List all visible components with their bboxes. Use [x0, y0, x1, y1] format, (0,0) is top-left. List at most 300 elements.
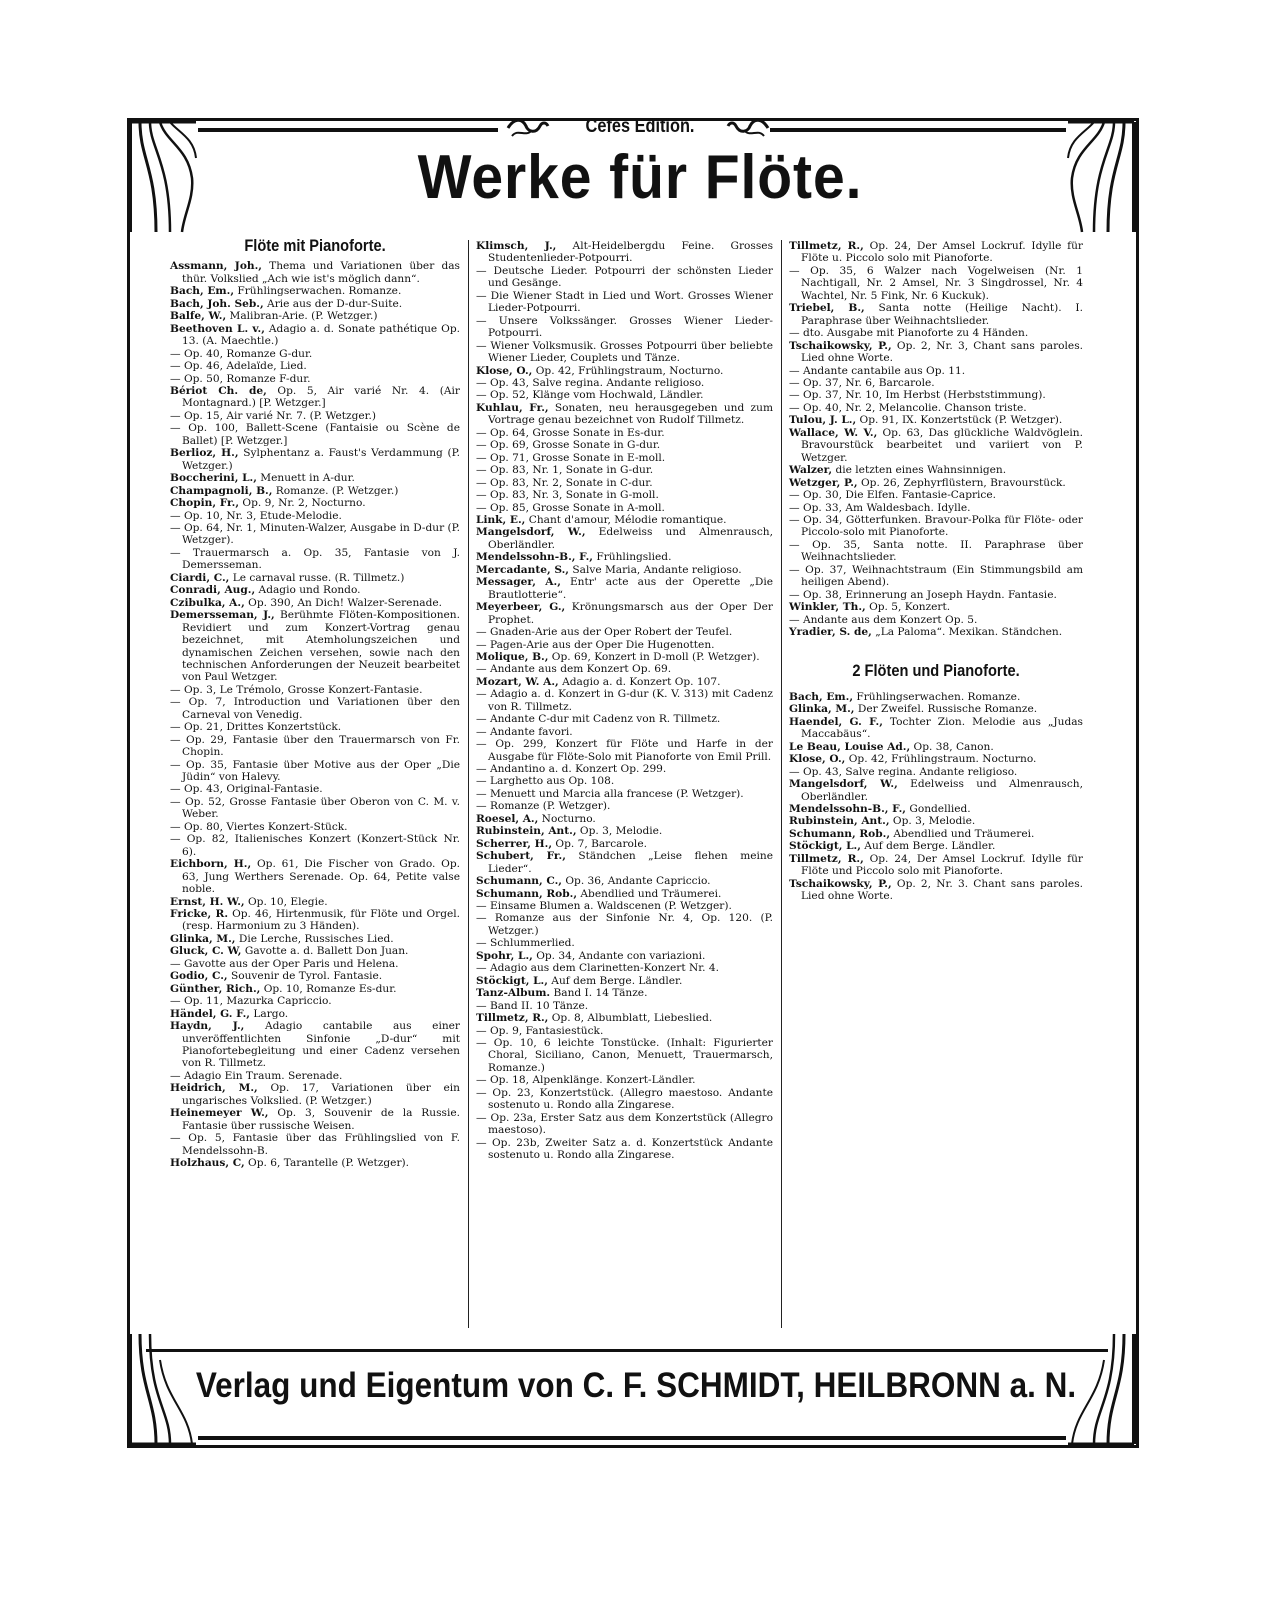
catalog-entry: [170, 410, 460, 422]
work-title: — dto. Ausgabe mit Pianoforte zu 4 Händen.: [789, 327, 1029, 340]
catalog-entry: [476, 389, 773, 401]
corner-ornament-top-right-icon: [1066, 118, 1138, 236]
catalog-entry: [789, 265, 1083, 302]
work-title: — Menuett und Marcia alla francese (P. Wetzger).: [476, 787, 744, 800]
catalog-entry: [476, 551, 773, 563]
work-title: Romanze. (P. Wetzger.): [272, 484, 399, 497]
work-title: Op. 3, Melodie.: [889, 815, 976, 828]
work-title: Op. 24, Der Amsel Lockruf. Idylle für Flöte u. Piccolo solo mit Pianoforte.: [801, 240, 1083, 265]
catalog-entry: [789, 741, 1083, 753]
composer-name: Ciardi, C.,: [170, 571, 230, 584]
work-title: „La Paloma“. Mexikan. Ständchen.: [871, 626, 1063, 639]
work-title: Gavotte a. d. Ballett Don Juan.: [241, 945, 409, 958]
work-title: — Einsame Blumen a. Waldscenen (P. Wetzger).: [476, 900, 732, 913]
page-title: Werke für Flöte.: [417, 143, 863, 212]
work-title: — Op. 71, Grosse Sonate in E-moll.: [476, 451, 666, 464]
catalog-entry: [170, 609, 460, 684]
work-title: Op. 2, Nr. 3. Chant sans paroles. Lied ohne Worte.: [801, 877, 1083, 903]
composer-name: Glinka, M.,: [789, 703, 855, 716]
work-title: Op. 24, Der Amsel Lockruf. Idylle für Flöte und Piccolo solo mit Pianoforte.: [801, 852, 1083, 878]
work-title: — Op. 35, Fantasie über Motive aus der Oper „Die Jüdin“ von Halevy.: [170, 758, 460, 784]
work-title: Le carnaval russe. (R. Tillmetz.): [229, 571, 405, 584]
catalog-entry: [170, 485, 460, 497]
catalog-entry: [170, 945, 460, 957]
work-title: — Op. 37, Nr. 6, Barcarole.: [789, 376, 935, 389]
work-title: Op. 91, IX. Konzertstück (P. Wetzger).: [856, 414, 1063, 427]
work-title: Op. 2, Nr. 3, Chant sans paroles. Lied ohne Worte.: [801, 339, 1083, 365]
work-title: Tochter Zion. Melodie aus „Judas Maccabäus“.: [801, 715, 1083, 741]
catalog-entry: [789, 477, 1083, 489]
work-title: Die Lerche, Russisches Lied.: [235, 932, 394, 945]
work-title: Adagio a. d. Konzert Op. 107.: [558, 675, 721, 688]
composer-name: Bach, Em.,: [170, 285, 235, 298]
catalog-column-3: [789, 240, 1083, 903]
work-title: — Op. 80, Viertes Konzert-Stück.: [170, 820, 348, 833]
work-title: — Op. 299, Konzert für Flöte und Harfe in der Ausgabe für Flöte-Solo mit Pianoforte von Emil Prill.: [476, 738, 773, 763]
composer-name: Tillmetz, R.,: [789, 852, 864, 865]
composer-name: Haydn, J.,: [170, 1020, 245, 1033]
catalog-entry: [476, 800, 773, 812]
catalog-entry: [170, 310, 460, 322]
catalog-entry: [170, 298, 460, 310]
catalog-entry: [476, 377, 773, 389]
catalog-entry: [789, 828, 1083, 840]
work-title: Gondellied.: [906, 803, 971, 816]
work-title: — Romanze (P. Wetzger).: [476, 800, 611, 813]
catalog-entry: [476, 726, 773, 738]
catalog-entry: [476, 975, 773, 987]
work-title: — Op. 40, Nr. 2, Melancolie. Chanson triste.: [789, 401, 1027, 414]
work-title: — Op. 35, 6 Walzer nach Vogelweisen (Nr. 1 Nachtigall, Nr. 2 Amsel, Nr. 3 Singdrossel, Nr. 4 Wachtel, Nr. 5 Fink, Nr. 6 Kuckuk).: [789, 264, 1083, 302]
catalog-entry: [789, 589, 1083, 601]
work-title: Op. 61, Die Fischer von Grado. Op. 63, Jung Werthers Serenade. Op. 64, Petite valse noble.: [182, 858, 461, 896]
catalog-entry: [789, 377, 1083, 389]
work-title: — Op. 83, Nr. 2, Sonate in C-dur.: [476, 476, 653, 489]
composer-name: Tschaikowsky, P.,: [789, 339, 892, 352]
composer-name: Mendelssohn-B., F.,: [789, 803, 906, 816]
corner-ornament-top-left-icon: [126, 118, 198, 236]
composer-name: Spohr, L.,: [476, 949, 533, 962]
catalog-entry: [170, 821, 460, 833]
catalog-entry: [170, 995, 460, 1007]
catalog-entry: [476, 439, 773, 451]
catalog-entry: [170, 285, 460, 297]
work-title: — Op. 18, Alpenklänge. Konzert-Ländler.: [476, 1074, 696, 1087]
catalog-entry: [789, 840, 1083, 852]
catalog-entry: [789, 414, 1083, 426]
composer-name: Le Beau, Louise Ad.,: [789, 740, 911, 753]
composer-name: Tillmetz, R.,: [789, 240, 864, 252]
composer-name: Tanz-Album.: [476, 987, 551, 1000]
work-title: Frühlingslied.: [593, 551, 672, 564]
work-title: Ständchen „Leise flehen meine Lieder“.: [488, 850, 773, 875]
catalog-entry: [789, 853, 1083, 878]
catalog-entry: [476, 838, 773, 850]
work-title: Sylphentanz a. Faust's Verdammung (P. Wetzger.): [182, 447, 460, 472]
work-title: — Deutsche Lieder. Potpourri der schönsten Lieder und Gesänge.: [476, 264, 773, 290]
work-title: Sonaten, neu herausgegeben und zum Vortrage genau bezeichnet von Rudolf Tillmetz.: [488, 401, 774, 427]
composer-name: Schubert, Fr.,: [476, 850, 566, 863]
work-title: Op. 3, Melodie.: [576, 825, 663, 838]
composer-name: Czibulka, A.,: [170, 596, 245, 609]
work-title: — Trauermarsch a. Op. 35, Fantasie von J. Demersseman.: [170, 546, 460, 572]
catalog-entry: [476, 315, 773, 340]
work-title: — Op. 50, Romanze F-dur.: [170, 372, 311, 385]
work-title: Nocturno.: [538, 812, 596, 825]
work-title: Largo.: [250, 1007, 289, 1020]
composer-name: Wetzger, P.,: [789, 476, 858, 489]
work-title: Entr' acte aus der Operette „Die Brautlotterie“.: [488, 576, 773, 601]
column-divider-1: [468, 240, 469, 1328]
catalog-entry: [476, 452, 773, 464]
composer-name: Demersseman, J.,: [170, 609, 275, 622]
catalog-entry: [476, 912, 773, 937]
work-title: Op. 10, Elegie.: [244, 895, 328, 908]
work-title: Adagio a. d. Sonate pathétique Op. 13. (A. Maechtle.): [182, 322, 460, 348]
catalog-entry: [476, 676, 773, 688]
work-title: — Op. 23b, Zweiter Satz a. d. Konzertstück Andante sostenuto u. Rondo alla Zingarese.: [476, 1136, 773, 1162]
composer-name: Champagnoli, B.,: [170, 484, 273, 497]
work-title: — Op. 46, Adelaïde, Lied.: [170, 360, 307, 373]
work-title: — Op. 85, Grosse Sonate in A-moll.: [476, 501, 665, 514]
catalog-entry: [170, 796, 460, 821]
composer-name: Stöckigt, L.,: [476, 974, 548, 987]
composer-name: Boccherini, L.,: [170, 472, 257, 485]
catalog-entry: [789, 240, 1083, 265]
catalog-entry: [170, 348, 460, 360]
catalog-entry: [476, 365, 773, 377]
catalog-entry: [476, 1037, 773, 1074]
catalog-entry: [789, 427, 1083, 464]
work-title: Op. 8, Albumblatt, Liebeslied.: [548, 1012, 713, 1025]
catalog-entry: [170, 522, 460, 547]
work-title: Souvenir de Tyrol. Fantasie.: [227, 970, 383, 983]
catalog-entry: [476, 265, 773, 290]
work-title: — Pagen-Arie aus der Oper Die Hugenotten.: [476, 638, 715, 651]
catalog-entry: [789, 878, 1083, 903]
composer-name: Haendel, G. F.,: [789, 715, 883, 728]
work-title: Op. 63, Das glückliche Waldvöglein. Bravourstück bearbeitet und variiert von P. Wetzger.: [801, 426, 1083, 464]
work-title: — Op. 52, Klänge vom Hochwald, Ländler.: [476, 389, 704, 402]
catalog-entry: [476, 651, 773, 663]
catalog-entry: [476, 850, 773, 875]
work-title: — Op. 7, Introduction und Variationen über den Carneval von Venedig.: [170, 696, 460, 721]
catalog-entry: [476, 576, 773, 601]
composer-name: Schumann, Rob.,: [476, 887, 578, 900]
catalog-entry: [476, 489, 773, 501]
catalog-entry: [170, 734, 460, 759]
composer-name: Tillmetz, R.,: [476, 1012, 549, 1025]
work-title: — Op. 38, Erinnerung an Joseph Haydn. Fantasie.: [789, 588, 1057, 601]
work-title: Op. 46, Hirtenmusik, für Flöte und Orgel. (resp. Harmonium zu 3 Händen).: [182, 908, 460, 933]
catalog-entry: [476, 962, 773, 974]
work-title: Krönungsmarsch aus der Oper Der Prophet.: [488, 601, 773, 626]
catalog-entry: [170, 447, 460, 472]
entry-list: [170, 260, 460, 1169]
catalog-entry: [170, 696, 460, 721]
scroll-ornament-right-icon: [726, 116, 770, 140]
catalog-entry: [476, 663, 773, 675]
work-title: die letzten eines Wahnsinnigen.: [832, 464, 1007, 477]
composer-name: Klose, O.,: [789, 753, 846, 766]
composer-name: Triebel, B.,: [789, 302, 865, 315]
work-title: — Andante C-dur mit Cadenz von R. Tillmetz.: [476, 713, 721, 726]
header-rule-left: [198, 128, 498, 132]
catalog-entry: [170, 1020, 460, 1070]
entry-list: [476, 240, 773, 1162]
composer-name: Walzer,: [789, 464, 833, 477]
work-title: Op. 42, Frühlingstraum, Nocturno.: [532, 364, 724, 377]
entry-list: [789, 240, 1083, 639]
catalog-entry: [476, 875, 773, 887]
work-title: — Unsere Volkssänger. Grosses Wiener Lieder-Potpourri.: [476, 314, 773, 340]
catalog-entry: [789, 778, 1083, 803]
catalog-entry: [476, 502, 773, 514]
catalog-entry: [476, 1025, 773, 1037]
composer-name: Messager, A.,: [476, 576, 561, 589]
work-title: — Andante aus dem Konzert Op. 69.: [476, 663, 672, 676]
composer-name: Rubinstein, Ant.,: [789, 815, 890, 828]
catalog-entry: [789, 626, 1083, 638]
scroll-ornament-left-icon: [506, 116, 550, 140]
work-title: — Op. 64, Nr. 1, Minuten-Walzer, Ausgabe in D-dur (P. Wetzger).: [170, 521, 460, 547]
composer-name: Molique, B.,: [476, 650, 549, 663]
catalog-entry: [170, 547, 460, 572]
catalog-entry: [789, 703, 1083, 715]
catalog-entry: [170, 373, 460, 385]
work-title: — Op. 43, Salve regina. Andante religioso.: [476, 376, 705, 389]
work-title: Malibran-Arie. (P. Wetzger.): [226, 310, 378, 323]
catalog-entry: [789, 766, 1083, 778]
catalog-entry: [789, 815, 1083, 827]
work-title: — Andante favori.: [476, 725, 573, 738]
edition-label: Cefes Edition.: [585, 116, 695, 137]
catalog-entry: [789, 601, 1083, 613]
catalog-entry: [789, 691, 1083, 703]
work-title: — Op. 43, Salve regina. Andante religioso.: [789, 765, 1018, 778]
work-title: — Op. 23, Konzertstück. (Allegro maestoso. Andante sostenuto u. Rondo alla Zingarese.: [476, 1086, 773, 1112]
work-title: Frühlingserwachen. Romanze.: [234, 285, 402, 298]
catalog-entry: [476, 477, 773, 489]
work-title: — Op. 69, Grosse Sonate in G-dur.: [476, 439, 661, 452]
catalog-column-2: [476, 240, 773, 1162]
catalog-entry: [789, 716, 1083, 741]
work-title: — Adagio aus dem Clarinetten-Konzert Nr. 4.: [476, 962, 719, 975]
work-title: Arie aus der D-dur-Suite.: [263, 297, 403, 310]
catalog-entry: [170, 260, 460, 285]
catalog-entry: [170, 783, 460, 795]
catalog-entry: [170, 833, 460, 858]
work-title: — Gavotte aus der Oper Paris und Helena.: [170, 957, 399, 970]
catalog-entry: [170, 759, 460, 784]
catalog-entry: [476, 340, 773, 365]
section-heading-flute-piano: Flöte mit Pianoforte.: [244, 236, 386, 255]
catalog-entry: [789, 564, 1083, 589]
catalog-entry: [476, 987, 773, 999]
work-title: Chant d'amour, Mélodie romantique.: [525, 513, 727, 526]
work-title: Op. 3, Souvenir de la Russie. Fantasie über russische Weisen.: [182, 1107, 460, 1132]
catalog-entry: [476, 738, 773, 763]
work-title: — Op. 23a, Erster Satz aus dem Konzertstück (Allegro maestoso).: [476, 1111, 773, 1137]
catalog-entry: [170, 422, 460, 447]
composer-name: Rubinstein, Ant.,: [476, 825, 577, 838]
catalog-entry: [789, 389, 1083, 401]
catalog-entry: [170, 360, 460, 372]
composer-name: Klimsch, J.,: [476, 240, 557, 252]
work-title: — Op. 82, Italienisches Konzert (Konzert-Stück Nr. 6).: [170, 833, 460, 858]
work-title: Op. 17, Variationen über ein ungarisches Volkslied. (P. Wetzger.): [182, 1082, 461, 1107]
catalog-entry: [170, 1157, 460, 1169]
composer-name: Berlioz, H.,: [170, 447, 239, 460]
work-title: Abendlied und Träumerei.: [577, 887, 722, 900]
work-title: Edelweiss und Almenrausch, Oberländler.: [488, 526, 773, 551]
composer-name: Schumann, C.,: [476, 875, 562, 888]
catalog-entry: [170, 933, 460, 945]
composer-name: Ernst, H. W.,: [170, 895, 245, 908]
work-title: Op. 38, Canon.: [910, 740, 994, 753]
catalog-entry: [789, 489, 1083, 501]
composer-name: Scherrer, H.,: [476, 837, 553, 850]
catalog-entry: [476, 937, 773, 949]
catalog-entry: [476, 763, 773, 775]
catalog-entry: [476, 1112, 773, 1137]
work-title: — Andantino a. d. Konzert Op. 299.: [476, 763, 667, 776]
work-title: — Op. 10, Nr. 3, Etude-Melodie.: [170, 509, 342, 522]
catalog-entry: [789, 539, 1083, 564]
work-title: Salve Maria, Andante religioso.: [569, 563, 742, 576]
work-title: — Op. 33, Am Waldesbach. Idylle.: [789, 501, 971, 514]
work-title: — Adagio Ein Traum. Serenade.: [170, 1069, 343, 1082]
catalog-entry: [476, 526, 773, 551]
composer-name: Glinka, M.,: [170, 932, 236, 945]
work-title: — Schlummerlied.: [476, 937, 575, 950]
work-title: — Op. 83, Nr. 1, Sonate in G-dur.: [476, 464, 654, 477]
work-title: — Op. 30, Die Elfen. Fantasie-Caprice.: [789, 489, 997, 502]
work-title: — Band II. 10 Tänze.: [476, 999, 589, 1012]
work-title: — Op. 37, Nr. 10, Im Herbst (Herbststimmung).: [789, 389, 1046, 402]
work-title: — Op. 15, Air varié Nr. 7. (P. Wetzger.): [170, 409, 377, 422]
catalog-entry: [170, 684, 460, 696]
catalog-entry: [170, 1070, 460, 1082]
header-rule-right: [770, 128, 1066, 132]
catalog-entry: [476, 888, 773, 900]
work-title: — Op. 43, Original-Fantasie.: [170, 783, 323, 796]
catalog-entry: [170, 958, 460, 970]
catalog-entry: [170, 970, 460, 982]
catalog-entry: [789, 402, 1083, 414]
catalog-entry: [476, 464, 773, 476]
catalog-entry: [789, 340, 1083, 365]
composer-name: Bach, Em.,: [789, 690, 854, 703]
catalog-entry: [476, 1087, 773, 1112]
catalog-entry: [789, 464, 1083, 476]
catalog-entry: [789, 327, 1083, 339]
work-title: — Op. 64, Grosse Sonate in Es-dur.: [476, 426, 665, 439]
composer-name: Mozart, W. A.,: [476, 675, 559, 688]
footer-rule: [146, 1349, 1108, 1352]
work-title: — Wiener Volksmusik. Grosses Potpourri über beliebte Wiener Lieder, Couplets und Tänze.: [476, 339, 773, 365]
composer-name: Schumann, Rob.,: [789, 827, 891, 840]
work-title: — Op. 35, Santa notte. II. Paraphrase über Weihnachtslieder.: [789, 538, 1083, 564]
catalog-entry: [170, 1008, 460, 1020]
work-title: Edelweiss und Almenrausch, Oberländler.: [801, 778, 1083, 803]
work-title: — Op. 3, Le Trémolo, Grosse Konzert-Fantasie.: [170, 683, 423, 696]
work-title: Band I. 14 Tänze.: [550, 987, 648, 1000]
work-title: — Andante aus dem Konzert Op. 5.: [789, 613, 978, 626]
work-title: Op. 42, Frühlingstraum. Nocturno.: [845, 753, 1037, 766]
work-title: Op. 10, Romanze Es-dur.: [260, 982, 397, 995]
entry-list: [789, 691, 1083, 903]
composer-name: Beethoven L. v.,: [170, 322, 265, 335]
work-title: — Op. 40, Romanze G-dur.: [170, 347, 313, 360]
work-title: Santa notte (Heilige Nacht). I. Paraphrase über Weihnachtslieder.: [801, 302, 1083, 327]
composer-name: Balfe, W.,: [170, 310, 227, 323]
work-title: — Op. 21, Drittes Konzertstück.: [170, 721, 342, 734]
work-title: — Op. 10, 6 leichte Tonstücke. (Inhalt: Figurierter Choral, Siciliano, Canon, Menuett, Trauermarsch, Romanze.): [476, 1037, 773, 1074]
composer-name: Godio, C.,: [170, 970, 228, 983]
catalog-entry: [170, 858, 460, 895]
work-title: Op. 5, Air varié Nr. 4. (Air Montagnard.) [P. Wetzger.]: [182, 384, 460, 410]
composer-name: Holzhaus, C,: [170, 1157, 245, 1170]
catalog-entry: [476, 601, 773, 626]
work-title: — Op. 29, Fantasie über den Trauermarsch von Fr. Chopin.: [170, 733, 460, 759]
composer-name: Conradi, Aug.,: [170, 584, 256, 597]
work-title: Op. 6, Tarantelle (P. Wetzger).: [244, 1157, 410, 1170]
catalog-entry: [789, 502, 1083, 514]
catalog-entry: [170, 983, 460, 995]
catalog-entry: [476, 813, 773, 825]
work-title: Frühlingserwachen. Romanze.: [853, 690, 1021, 703]
publisher-imprint: Verlag und Eigentum von C. F. SCHMIDT, HEILBRONN a. N.: [195, 1366, 1077, 1405]
work-title: Abendlied und Träumerei.: [890, 827, 1035, 840]
catalog-entry: [170, 721, 460, 733]
work-title: — Andante cantabile aus Op. 11.: [789, 364, 966, 377]
composer-name: Yradier, S. de,: [789, 626, 872, 639]
work-title: Op. 34, Andante con variazioni.: [532, 949, 706, 962]
composer-name: Mangelsdorf, W.,: [476, 526, 586, 539]
catalog-entry: [789, 803, 1083, 815]
composer-name: Tulou, J. L.,: [789, 414, 857, 427]
work-title: Berühmte Flöten-Kompositionen. Revidiert und zum Konzert-Vortrag genau bezeichnet, mit Atemholungszeichen und dynamischen Zeichen versehen, sowie nach den technischen Anforderungen der Neuzeit bearbeitet von Paul Wetzger.: [182, 609, 461, 684]
work-title: Op. 7, Barcarole.: [552, 837, 647, 850]
catalog-entry: [789, 514, 1083, 539]
composer-name: Händel, G. F.,: [170, 1007, 251, 1020]
catalog-entry: [789, 614, 1083, 626]
work-title: Auf dem Berge. Ländler.: [547, 974, 683, 987]
composer-name: Heinemeyer W.,: [170, 1107, 269, 1120]
catalog-entry: [476, 1137, 773, 1162]
work-title: — Op. 100, Ballett-Scene (Fantaisie ou Scène de Ballet) [P. Wetzger.]: [170, 422, 460, 447]
composer-name: Mangelsdorf, W.,: [789, 778, 898, 791]
catalog-entry: [170, 1082, 460, 1107]
work-title: — Op. 83, Nr. 3, Sonate in G-moll.: [476, 489, 659, 502]
composer-name: Stöckigt, L.,: [789, 840, 861, 853]
work-title: — Adagio a. d. Konzert in G-dur (K. V. 313) mit Cadenz von R. Tillmetz.: [476, 688, 773, 713]
catalog-entry: [476, 402, 773, 427]
catalog-entry: [476, 900, 773, 912]
catalog-entry: [476, 825, 773, 837]
composer-name: Tschaikowsky, P.,: [789, 877, 892, 890]
composer-name: Winkler, Th.,: [789, 601, 866, 614]
catalog-entry: [170, 896, 460, 908]
composer-name: Assmann, Joh.,: [170, 260, 262, 273]
work-title: Op. 69, Konzert in D-moll (P. Wetzger).: [548, 650, 760, 663]
catalog-entry: [476, 1012, 773, 1024]
work-title: Op. 9, Nr. 2, Nocturno.: [239, 497, 366, 510]
section-heading-two-flutes: 2 Flöten und Pianoforte.: [852, 660, 1020, 680]
work-title: Adagio und Rondo.: [255, 584, 361, 597]
catalog-entry: [170, 385, 460, 410]
